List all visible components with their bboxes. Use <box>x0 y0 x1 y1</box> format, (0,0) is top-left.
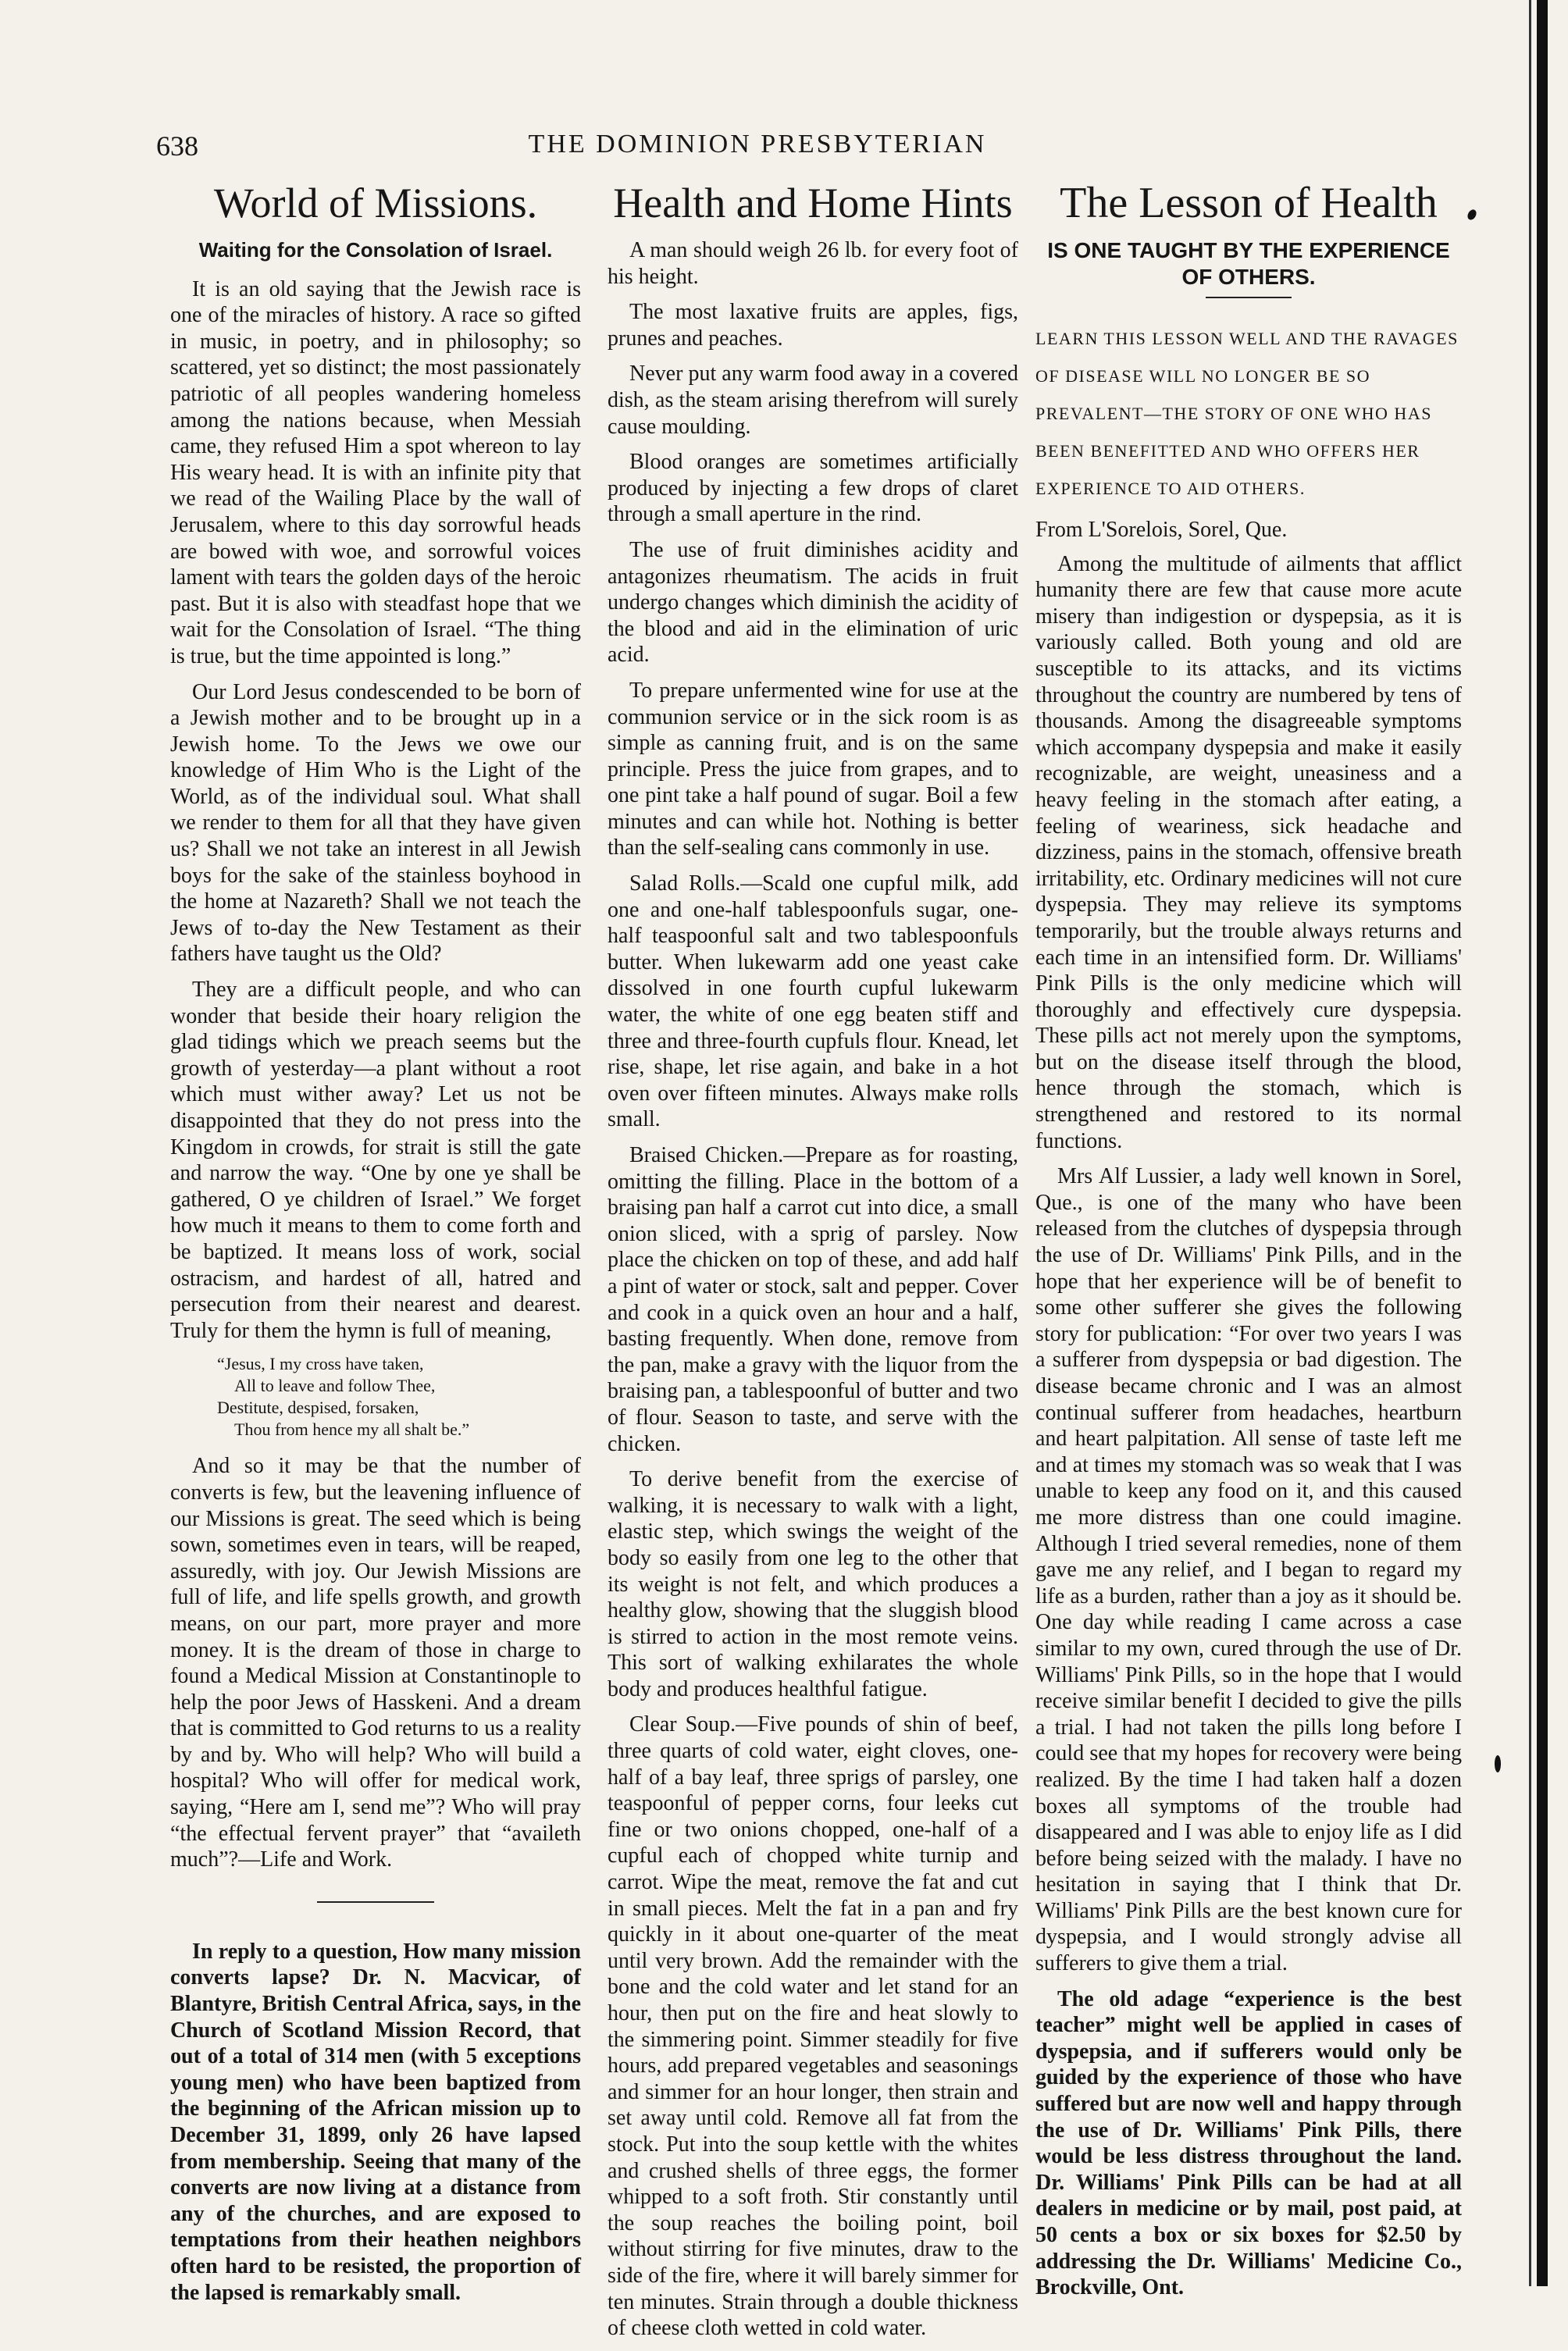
section-divider <box>317 1901 434 1903</box>
running-head: THE DOMINION PRESBYTERIAN <box>528 130 987 159</box>
page-number: 638 <box>156 130 198 162</box>
hymn-line: All to leave and follow Thee, <box>234 1376 436 1396</box>
paragraph: The old adage “experience is the best teacher” might well be applied in cases of dyspepsia, and if sufferers would only be guided by the experience of those who have suffered but are now well and happy through the use of Dr. Williams' Pink Pills, there would be less distress throughout the land. Dr. Williams' Pink Pills can be had at all dealers in medicine or by mail, post paid, at 50 cents a box or six boxes for $2.50 by addressing the Dr. Williams' Medicine Co., Brockville, Ont. <box>1035 1986 1462 2300</box>
column-title: Health and Home Hints <box>613 180 1013 226</box>
paragraph: Our Lord Jesus condescended to be born of a Jewish mother and to be brought up in a Jewish home. To the Jews we owe our knowledge of Him Who is the Light of the World, as of the individual soul. What shall we render to them for all that they have given us? Shall we not take an interest in all Jewish boys for the sake of the stainless boyhood in the home at Nazareth? Shall we not teach the Jews of to-day the New Testament as their fathers have taught us the Old? <box>170 679 581 967</box>
dateline: From L'Sorelois, Sorel, Que. <box>1035 518 1288 542</box>
ink-mark <box>1495 1755 1501 1772</box>
hymn-line: Destitute, despised, forsaken, <box>217 1398 419 1418</box>
column-lesson-of-health <box>1035 180 1462 2310</box>
paragraph: Never put any warm food away in a covered dish, as the steam arising therefrom will surely cause moulding. <box>608 362 1018 439</box>
headline-rule <box>1206 297 1292 298</box>
paragraph: Blood oranges are sometimes artificially produced by injecting a few drops of claret through a small aperture in the rind. <box>608 450 1018 527</box>
headline: IS ONE TAUGHT BY THE EXPERIENCE OF OTHERS. <box>1047 238 1450 289</box>
paragraph: A man should weigh 26 lb. for every foot of his height. <box>608 238 1018 289</box>
hymn-line: Thou from hence my all shalt be.” <box>234 1420 470 1440</box>
paragraph-clear-soup: Clear Soup.—Five pounds of shin of beef, three quarts of cold water, eight cloves, one-half of a bay leaf, three sprigs of parsley, one teaspoonful of pepper corns, four leeks cut fine or two onions chopped, one-half of a cupful each of chopped white turnip and carrot. Wipe the meat, remove the fat and cut in small pieces. Melt the fat in a pan and fry quickly in it about one-quarter of the meat until very brown. Add the remainder with the bone and the cold water and let stand for an hour, then put on the fire and heat slowly to the simmering point. Simmer steadily for five hours, add prepared vegetables and seasonings and simmer for an hour longer, then strain and set away until cold. Remove all fat from the stock. Put into the soup kettle with the whites and crushed shells of three eggs, the former whipped to a soft froth. Stir constantly until the soup reaches the boiling point, boil without stirring for five minutes, draw to the side of the fire, where it will barely simmer for ten minutes. Strain through a double thickness of cheese cloth wetted in cold water. <box>608 1712 1018 2341</box>
paragraph: The most laxative fruits are apples, figs, prunes and peaches. <box>608 300 1018 351</box>
paragraph: And so it may be that the number of converts is few, but the leavening influence of our Missions is great. The seed which is being sown, sometimes even in tears, will be reaped, assuredly, with joy. Our Jewish Missions are full of life, and life spells growth, and growth means, on our part, more prayer and more money. It is the dream of those in charge to found a Medical Mission at Constantinople to help the poor Jews of Hasskeni. And a dream that is committed to God returns to us a reality by and by. Who will help? Who will build a hospital? Who will offer for medical work, saying, “Here am I, send me”? Who will pray “the effectual fervent prayer” that “availeth much”?—Life and Work. <box>170 1454 581 1872</box>
column-title: World of Missions. <box>213 180 538 226</box>
paragraph: To derive benefit from the exercise of walking, it is necessary to walk with a light, elastic step, which swings the weight of the body so easily from one leg to the other that its weight is not felt, and which produces a healthy glow, showing that the sluggish blood is stirred to action in the most remote veins. This sort of walking exhilarates the whole body and produces healthful fatigue. <box>608 1467 1018 1701</box>
paragraph: The use of fruit diminishes acidity and antagonizes rheumatism. The acids in fruit undergo changes which diminish the acidity of the blood and aid in the elimination of uric acid. <box>608 537 1018 668</box>
paragraph: Mrs Alf Lussier, a lady well known in Sorel, Que., is one of the many who have been released from the clutches of dyspepsia through the use of Dr. Williams' Pink Pills, and in the hope that her experience will be of benefit to some other sufferer she gives the following story for publication: “For over two years I was a sufferer from dyspepsia or bad digestion. The disease became chronic and I was an almost continual sufferer from headaches, heartburn and heart palpitation. All sense of taste left me and at times my stomach was so weak that I was unable to keep any food on it, and this caused me more distress than one could imagine. Although I tried several remedies, none of them gave me any relief, and I began to regard my life as a burden, rather than a joy as it should be. One day while reading I came across a case similar to my own, cured through the use of Dr. Williams' Pink Pills, so in the hope that I would receive similar benefit I decided to give the pills a trial. I had not taken the pills long before I could see that my hopes for recovery were being realized. By the time I had taken half a dozen boxes all symptoms of the trouble had disappeared and I was able to enjoy life as I did before being seized with the malady. I have no hesitation in saying that I think that Dr. Williams' Pink Pills are the best known cure for dyspepsia, and I would strongly advise all sufferers to give them a trial. <box>1035 1164 1462 1976</box>
paragraph: It is an old saying that the Jewish race is one of the miracles of history. A race so gifted in music, in poetry, and in philosophy; so scattered, yet so distinct; the most passionately patriotic of all peoples wandering homeless among the nations because, when Messiah came, they refused Him a spot whereon to lay His weary head. It is with an infinite pity that we read of the Wailing Place by the wall of Jerusalem, where to this day sorrowful heads are bowed with woe, and sorrowful voices lament with tears the golden days of the heroic past. But it is also with steadfast hope that we wait for the Consolation of Israel. “The thing is true, but the time appointed is long.” <box>170 276 581 668</box>
paragraph-braised-chicken: Braised Chicken.—Prepare as for roasting, omitting the filling. Place in the bottom of a braising pan half a carrot cut into dice, a small onion sliced, with a sprig of parsley. Now place the chicken on top of these, and add half a pint of water or stock, salt and pepper. Cover and cook in a quick oven an hour and a half, basting frequently. When done, remove from the pan, make a gravy with the liquor from the braising pan, a tablespoonful of butter and two of flour. Season to taste, and serve with the chicken. <box>608 1143 1018 1456</box>
article-subtitle: Waiting for the Consolation of Israel. <box>198 238 553 262</box>
page-edge-line <box>1529 0 1531 2286</box>
page-edge-shadow <box>1537 0 1548 2286</box>
paragraph: They are a difficult people, and who can wonder that beside their hoary religion the glad tidings which we preach seems but the growth of yesterday—a plant without a root which must wither away? Let us not be disappointed that they do not press into the Kingdom in crowds, for strait is still the gate and narrow the way. “One by one ye shall be gathered, O ye children of Israel.” We forget how much it means to them to come forth and be baptized. It means loss of work, social ostracism, and hardest of all, hatred and persecution from their nearest and dearest. Truly for them the hymn is full of meaning, <box>170 978 581 1343</box>
hymn-line: “Jesus, I my cross have taken, <box>217 1354 424 1374</box>
column-title: The Lesson of Health <box>1060 179 1438 227</box>
column-health-home-hints <box>608 180 1018 2351</box>
deck: LEARN THIS LESSON WELL AND THE RAVAGES OF DISEASE WILL NO LONGER BE SO PREVALENT—THE STORY OF ONE WHO HAS BEEN BENEFITTED AND WHO OFFERS HER EXPERIENCE TO AID OTHERS. <box>1035 329 1459 498</box>
paragraph-salad-rolls: Salad Rolls.—Scald one cupful milk, add one and one-half tablespoonfuls sugar, one-half teaspoonful salt and two tablespoonfuls butter. When lukewarm add one yeast cake dissolved in one fourth cupful lukewarm water, the white of one egg beaten stiff and three and three-fourth cupfuls flour. Knead, let rise, shape, let rise again, and bake in a hot oven over fifteen minutes. Always make rolls small. <box>608 871 1018 1132</box>
column-world-of-missions <box>170 180 581 2315</box>
paragraph: To prepare unfermented wine for use at the communion service or in the sick room is as simple as canning fruit, and is on the same principle. Press the juice from grapes, and to one pint take a half pound of sugar. Boil a few minutes and can while hot. Nothing is better than the self-sealing cans commonly in use. <box>608 678 1018 860</box>
paragraph-mission-converts: In reply to a question, How many mission converts lapse? Dr. N. Macvicar, of Blantyre, British Central Africa, says, in the Church of Scotland Mission Record, that out of a total of 314 men (with 5 exceptions young men) who have been baptized from the beginning of the African mission up to December 31, 1899, only 26 have lapsed from membership. Seeing that many of the converts are now living at a distance from any of the churches, and are exposed to temptations from their heathen neighbors often hard to be resisted, the proportion of the lapsed is remarkably small. <box>170 1939 582 2305</box>
paragraph: Among the multitude of ailments that afflict humanity there are few that cause more acute misery than indigestion or dyspepsia, as it is variously called. Both young and old are susceptible to its attacks, and its victims throughout the country are numbered by tens of thousands. Among the disagreeable symptoms which accompany dyspepsia and make it easily recognizable, are weight, uneasiness and a heavy feeling in the stomach after eating, a feeling of weariness, sick headache and dizziness, pains in the stomach, offensive breath irritability, etc. Ordinary medicines will not cure dyspepsia. They may relieve its symptoms temporarily, but the trouble always returns and each time in an intensified form. Dr. Williams' Pink Pills is the only medicine which will thoroughly and effectively cure dyspepsia. These pills act not merely upon the symptoms, but on the disease itself through the blood, hence through the stomach, which is strengthened and restored to its normal functions. <box>1035 551 1462 1153</box>
hymn-quote <box>217 1353 581 1441</box>
ink-mark <box>1466 208 1478 221</box>
